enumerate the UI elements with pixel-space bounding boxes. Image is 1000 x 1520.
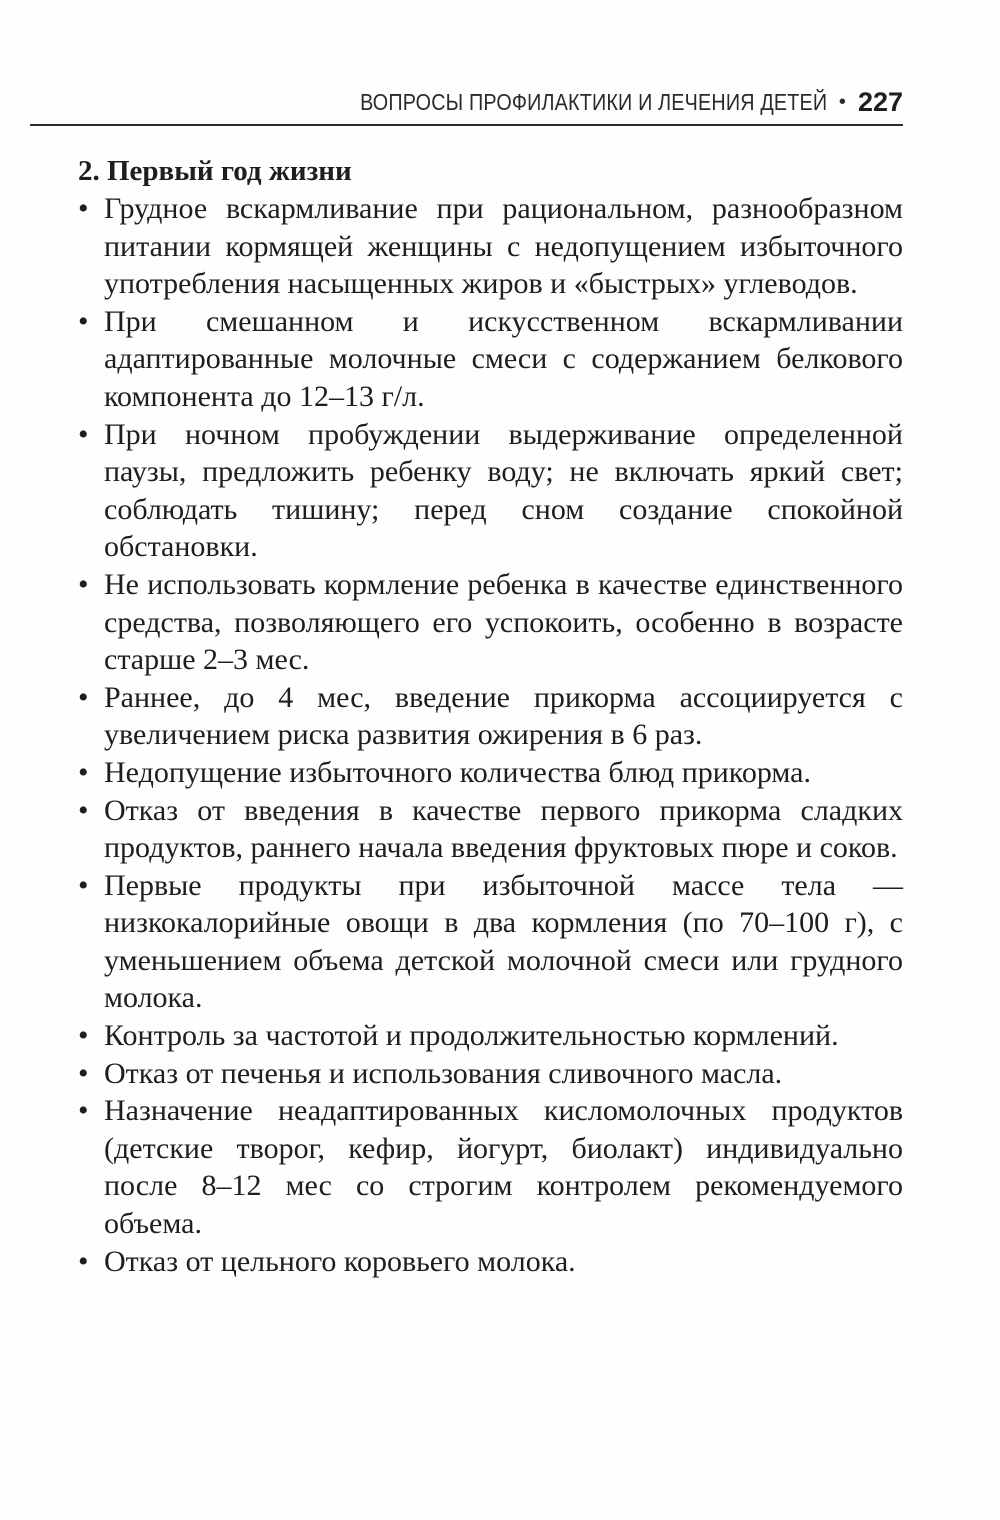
bullet-list <box>78 190 903 1280</box>
list-item <box>78 566 903 679</box>
list-item-text: При смешанном и искусственном вскармливании адаптированные молочные смеси с содержанием белкового компонента до 12–13 г/л. <box>104 304 903 413</box>
list-item-text: Отказ от введения в качестве первого прикорма сладких продуктов, раннего начала введения фруктовых пюре и соков. <box>104 793 903 865</box>
list-item-text: При ночном пробуждении выдерживание определенной паузы, предложить ребенку воду; не включать яркий свет; соблюдать тишину; перед сном создание спокойной обстановки. <box>104 417 903 564</box>
list-item-text: Недопущение избыточного количества блюд прикорма. <box>104 755 811 789</box>
bullet-icon: • <box>78 755 89 789</box>
list-item <box>78 867 903 1017</box>
list-item-text: Назначение неадаптированных кисломолочных продуктов (детские творог, кефир, йогурт, биолакт) индивидуально после 8–12 мес со строгим контролем рекомендуемого объема. <box>104 1094 903 1241</box>
bullet-icon: • <box>78 192 89 225</box>
bullet-icon: • <box>78 417 89 451</box>
bullet-icon: • <box>78 1094 89 1128</box>
bullet-icon: • <box>78 680 89 714</box>
list-item <box>78 1055 903 1093</box>
list-item <box>78 1243 903 1281</box>
bullet-icon: • <box>78 1244 89 1278</box>
running-head-separator: • <box>838 90 846 113</box>
bullet-icon: • <box>78 567 89 601</box>
list-item-text: Не использовать кормление ребенка в качестве единственного средства, позволяющего его успокоить, особенно в возрасте старше 2–3 мес. <box>104 567 903 677</box>
bullet-icon: • <box>78 1056 89 1090</box>
list-item <box>78 303 903 416</box>
list-item <box>78 754 903 792</box>
list-item-text: Первые продукты при избыточной массе тела — низкокалорийные овощи в два кормления (по 70–100 г), с уменьшением объема детской молочной смеси или грудного молока. <box>104 868 903 1015</box>
list-item <box>78 416 903 566</box>
list-item <box>78 792 903 867</box>
list-item-text: Грудное вскармливание при рациональном, разнообразном питании кормящей женщины с недопущением избыточного употребления насыщенных жиров и «быстрых» углеводов. <box>104 192 903 301</box>
bullet-icon: • <box>78 793 89 827</box>
bullet-icon: • <box>78 868 89 902</box>
bullet-icon: • <box>78 1019 89 1053</box>
list-item-text: Отказ от печенья и использования сливочного масла. <box>104 1056 783 1090</box>
list-item <box>78 190 903 303</box>
list-item <box>78 679 903 754</box>
list-item-text: Контроль за частотой и продолжительностью кормлений. <box>104 1019 839 1053</box>
list-item <box>78 1092 903 1242</box>
page-number: 227 <box>857 86 903 117</box>
list-item-text: Отказ от цельного коровьего молока. <box>104 1244 576 1278</box>
section-title: 2. Первый год жизни <box>78 155 352 187</box>
list-item-text: Раннее, до 4 мес, введение прикорма ассоциируется с увеличением риска развития ожирения в 6 раз. <box>104 680 903 752</box>
running-head-title: ВОПРОСЫ ПРОФИЛАКТИКИ И ЛЕЧЕНИЯ ДЕТЕЙ <box>359 88 827 115</box>
bullet-icon: • <box>78 304 89 338</box>
list-item <box>78 1017 903 1055</box>
running-head <box>30 80 903 126</box>
